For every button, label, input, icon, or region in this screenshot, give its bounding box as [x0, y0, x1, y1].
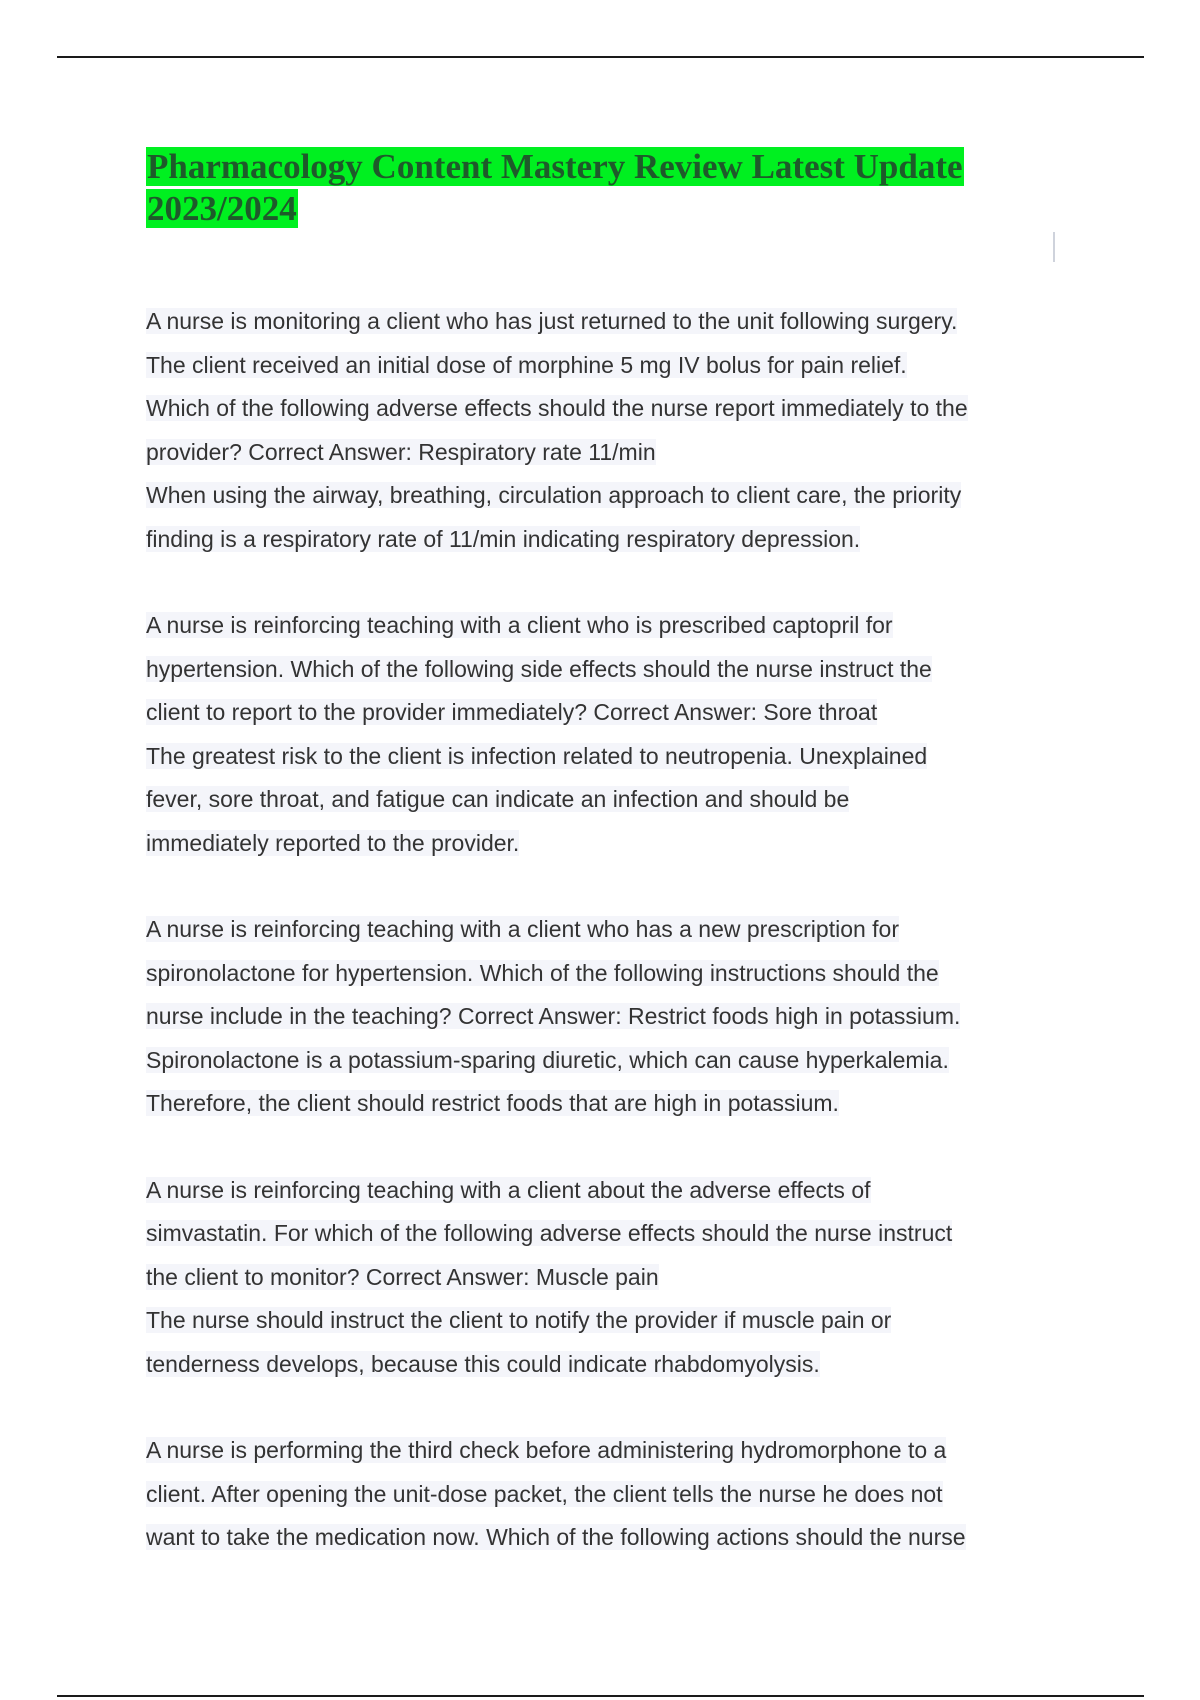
question-item — [146, 300, 1066, 561]
text-line: A nurse is monitoring a client who has just returned to the unit following surgery. — [146, 308, 958, 334]
question-item — [146, 1429, 1066, 1560]
text-line: A nurse is reinforcing teaching with a client who is prescribed captopril for — [146, 612, 893, 638]
text-line: client to report to the provider immediately? Correct Answer: Sore throat — [146, 699, 878, 725]
text-line: nurse include in the teaching? Correct Answer: Restrict foods high in potassium. — [146, 1003, 961, 1029]
text-line: immediately reported to the provider. — [146, 829, 520, 856]
text-line: provider? Correct Answer: Respiratory rate 11/min — [146, 438, 656, 465]
text-line: simvastatin. For which of the following adverse effects should the nurse instruct — [146, 1220, 953, 1246]
text-line: Which of the following adverse effects should the nurse report immediately to the — [146, 395, 968, 421]
question-list — [146, 300, 1066, 1603]
text-line: want to take the medication now. Which of the following actions should the nurse — [146, 1524, 966, 1550]
text-line: When using the airway, breathing, circulation approach to client care, the priority — [146, 482, 962, 508]
text-line: tenderness develops, because this could indicate rhabdomyolysis. — [146, 1350, 820, 1377]
text-line: spironolactone for hypertension. Which of the following instructions should the — [146, 959, 939, 986]
text-line: the client to monitor? Correct Answer: Muscle pain — [146, 1263, 659, 1290]
title-line-1: Pharmacology Content Mastery Review Latest Update — [147, 147, 963, 186]
question-item — [146, 908, 1066, 1126]
text-line: fever, sore throat, and fatigue can indicate an infection and should be — [146, 786, 850, 812]
text-line: client. After opening the unit-dose packet, the client tells the nurse he does not — [146, 1480, 943, 1507]
question-item — [146, 604, 1066, 865]
question-item — [146, 1169, 1066, 1387]
text-line: Spironolactone is a potassium-sparing diuretic, which can cause hyperkalemia. — [146, 1046, 949, 1073]
title-line-2: 2023/2024 — [147, 189, 297, 228]
text-line: The nurse should instruct the client to notify the provider if muscle pain or — [146, 1307, 892, 1333]
text-cursor-mark — [1053, 232, 1055, 262]
text-line: A nurse is reinforcing teaching with a client who has a new prescription for — [146, 916, 900, 942]
text-line: A nurse is reinforcing teaching with a client about the adverse effects of — [146, 1176, 871, 1203]
text-line: The client received an initial dose of morphine 5 mg IV bolus for pain relief. — [146, 351, 907, 378]
bottom-divider — [57, 1695, 1144, 1697]
text-line: finding is a respiratory rate of 11/min indicating respiratory depression. — [146, 525, 861, 552]
text-line: Therefore, the client should restrict foods that are high in potassium. — [146, 1090, 839, 1116]
text-line: hypertension. Which of the following side effects should the nurse instruct the — [146, 655, 932, 682]
document-title — [146, 146, 1046, 230]
text-line: A nurse is performing the third check before administering hydromorphone to a — [146, 1437, 947, 1463]
text-line: The greatest risk to the client is infection related to neutropenia. Unexplained — [146, 742, 928, 769]
top-divider — [57, 56, 1144, 58]
